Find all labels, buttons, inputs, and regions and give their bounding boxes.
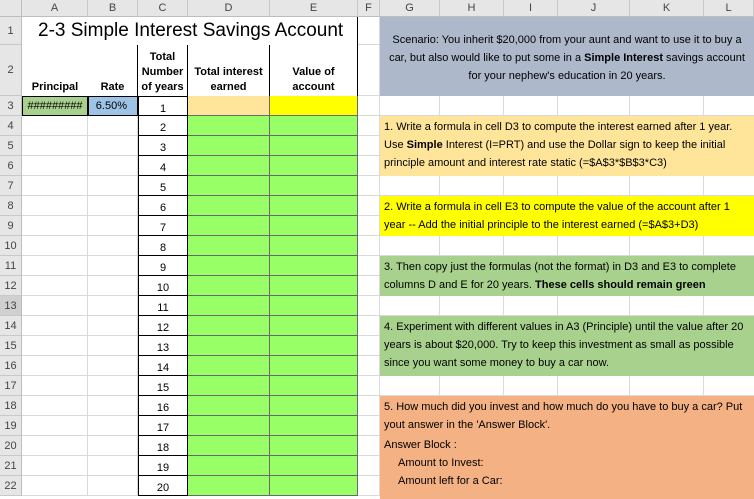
value-cell[interactable]: [270, 196, 358, 216]
year-cell[interactable]: 11: [138, 296, 188, 316]
scenario-text-end: savings account for your nephew's education in 20 years.: [468, 52, 745, 82]
step4-text: 4. Experiment with different values in A3 (Principle) until the value after 20 years is about $20,000. Try to keep this investment as small as possible since you want some money to buy a car now.: [384, 321, 744, 369]
year-cell[interactable]: 9: [138, 256, 188, 276]
year-cell[interactable]: 7: [138, 216, 188, 236]
value-cell[interactable]: [270, 116, 358, 136]
row-header-1[interactable]: 1: [0, 17, 22, 45]
column-header-h[interactable]: H: [440, 0, 504, 17]
value-cell[interactable]: [270, 456, 358, 476]
column-header-f[interactable]: F: [358, 0, 380, 17]
header-interest-line: Total interest: [194, 66, 263, 78]
header-interest-line: earned: [210, 81, 247, 93]
step1-text-end: Interest (I=PRT) and use the Dollar sign to keep the initial principle amount and interest rate static: [384, 139, 726, 169]
row-header-14[interactable]: 14: [0, 316, 22, 336]
year-cell[interactable]: 6: [138, 196, 188, 216]
header-years-line: of years: [141, 81, 184, 93]
step1-formula: (=$A$3*$B$3*C3): [579, 157, 667, 169]
step1-bold: Simple: [406, 139, 443, 151]
value-cell[interactable]: [270, 336, 358, 356]
value-cell[interactable]: [270, 216, 358, 236]
value-cell[interactable]: [270, 276, 358, 296]
interest-cell[interactable]: [188, 396, 270, 416]
row-header-3[interactable]: 3: [0, 96, 22, 116]
column-header-g[interactable]: G: [380, 0, 440, 17]
row-header-11[interactable]: 11: [0, 256, 22, 276]
year-cell[interactable]: 5: [138, 176, 188, 196]
year-cell[interactable]: 10: [138, 276, 188, 296]
step5-text: 5. How much did you invest and how much do you have to buy a car? Put yout answer in the 'Answer Block'.: [384, 401, 743, 431]
row-header-21[interactable]: 21: [0, 456, 22, 476]
row-header-7[interactable]: 7: [0, 176, 22, 196]
step4-box: [380, 316, 754, 376]
interest-cell[interactable]: [188, 416, 270, 436]
interest-cell[interactable]: [188, 96, 270, 116]
row-header-17[interactable]: 17: [0, 376, 22, 396]
value-cell[interactable]: [270, 156, 358, 176]
interest-cell[interactable]: [188, 336, 270, 356]
row-header-20[interactable]: 20: [0, 436, 22, 456]
column-header-d[interactable]: D: [188, 0, 270, 17]
year-cell[interactable]: 8: [138, 236, 188, 256]
header-years-line: Number: [141, 66, 184, 78]
value-cell[interactable]: [270, 356, 358, 376]
rate-cell[interactable]: 6.50%: [88, 96, 138, 116]
year-cell[interactable]: 20: [138, 476, 188, 496]
interest-cell[interactable]: [188, 436, 270, 456]
value-cell[interactable]: [270, 376, 358, 396]
year-cell[interactable]: 17: [138, 416, 188, 436]
step1-box: [380, 116, 754, 176]
value-cell[interactable]: [270, 96, 358, 116]
principal-cell[interactable]: #########: [22, 96, 88, 116]
interest-cell[interactable]: [188, 136, 270, 156]
step2-formula: (=$A$3+D3): [638, 219, 699, 231]
select-all-corner[interactable]: [0, 0, 22, 17]
value-cell[interactable]: [270, 136, 358, 156]
interest-cell[interactable]: [188, 256, 270, 276]
row-header-13[interactable]: 13: [0, 296, 22, 316]
year-cell[interactable]: 13: [138, 336, 188, 356]
row-header-18[interactable]: 18: [0, 396, 22, 416]
row-header-12[interactable]: 12: [0, 276, 22, 296]
header-interest[interactable]: [188, 45, 270, 96]
header-principal[interactable]: Principal: [22, 45, 88, 96]
value-cell[interactable]: [270, 436, 358, 456]
year-cell[interactable]: 4: [138, 156, 188, 176]
interest-cell[interactable]: [188, 376, 270, 396]
value-cell[interactable]: [270, 176, 358, 196]
row-header-9[interactable]: 9: [0, 216, 22, 236]
interest-cell[interactable]: [188, 236, 270, 256]
scenario-bold: Simple Interest: [584, 52, 663, 64]
step2-box: [380, 196, 754, 236]
row-header-19[interactable]: 19: [0, 416, 22, 436]
interest-cell[interactable]: [188, 196, 270, 216]
row-header-4[interactable]: 4: [0, 116, 22, 136]
year-cell[interactable]: 19: [138, 456, 188, 476]
interest-cell[interactable]: [188, 356, 270, 376]
year-cell[interactable]: 3: [138, 136, 188, 156]
column-header-l[interactable]: L: [704, 0, 754, 17]
interest-cell[interactable]: [188, 116, 270, 136]
row-header-16[interactable]: 16: [0, 356, 22, 376]
step3-box: [380, 256, 754, 296]
step2-text: 2. Write a formula in cell E3 to compute the value of the account after 1 year -- Add the initial principle to the interest earned: [384, 201, 730, 231]
row-header-8[interactable]: 8: [0, 196, 22, 216]
interest-cell[interactable]: [188, 316, 270, 336]
sheet-title[interactable]: 2-3 Simple Interest Savings Account: [22, 17, 358, 45]
year-cell[interactable]: 1: [138, 96, 188, 116]
header-value-line: account: [292, 81, 335, 93]
interest-cell[interactable]: [188, 216, 270, 236]
interest-cell[interactable]: [188, 156, 270, 176]
year-cell[interactable]: 2: [138, 116, 188, 136]
year-cell[interactable]: 15: [138, 376, 188, 396]
column-header-i[interactable]: I: [504, 0, 558, 17]
header-value[interactable]: [270, 45, 358, 96]
step1-text: 1. Write a formula in cell D3 to compute the interest earned after 1 year. Use: [384, 121, 733, 151]
year-cell[interactable]: 18: [138, 436, 188, 456]
row-header-10[interactable]: 10: [0, 236, 22, 256]
year-cell[interactable]: 14: [138, 356, 188, 376]
row-header-5[interactable]: 5: [0, 136, 22, 156]
interest-cell[interactable]: [188, 176, 270, 196]
interest-cell[interactable]: [188, 276, 270, 296]
value-cell[interactable]: [270, 416, 358, 436]
column-header-c[interactable]: C: [138, 0, 188, 17]
value-cell[interactable]: [270, 236, 358, 256]
column-header-j[interactable]: J: [558, 0, 630, 17]
row-header-2[interactable]: 2: [0, 45, 22, 96]
value-cell[interactable]: [270, 296, 358, 316]
interest-cell[interactable]: [188, 296, 270, 316]
header-rate[interactable]: Rate: [88, 45, 138, 96]
value-cell[interactable]: [270, 316, 358, 336]
header-years-line: Total: [149, 51, 176, 63]
column-header-a[interactable]: A: [22, 0, 88, 17]
step3-text: 3. Then copy just the formulas (not the format) in D3 and E3 to complete columns D and E for 20 years.: [384, 261, 736, 291]
amount-car-label: Amount left for a Car:: [398, 475, 503, 487]
value-cell[interactable]: [270, 256, 358, 276]
scenario-text: Scenario: You inherit $20,000 from your aunt and want to use it to buy a car, but also would like to put some in a: [389, 34, 742, 64]
interest-cell[interactable]: [188, 456, 270, 476]
row-header-6[interactable]: 6: [0, 156, 22, 176]
year-cell[interactable]: 16: [138, 396, 188, 416]
column-header-e[interactable]: E: [270, 0, 358, 17]
header-years[interactable]: [138, 45, 188, 96]
row-header-22[interactable]: 22: [0, 476, 22, 496]
header-value-line: Value of: [292, 66, 335, 78]
column-header-k[interactable]: K: [630, 0, 704, 17]
step5-box: [380, 396, 754, 499]
amount-invest-label: Amount to Invest:: [398, 457, 484, 469]
scenario-box: [380, 17, 754, 96]
value-cell[interactable]: [270, 476, 358, 496]
step3-bold: These cells should remain green: [535, 279, 706, 291]
interest-cell[interactable]: [188, 476, 270, 496]
year-cell[interactable]: 12: [138, 316, 188, 336]
value-cell[interactable]: [270, 396, 358, 416]
column-header-b[interactable]: B: [88, 0, 138, 17]
row-header-15[interactable]: 15: [0, 336, 22, 356]
answer-block-label: Answer Block :: [384, 439, 457, 451]
